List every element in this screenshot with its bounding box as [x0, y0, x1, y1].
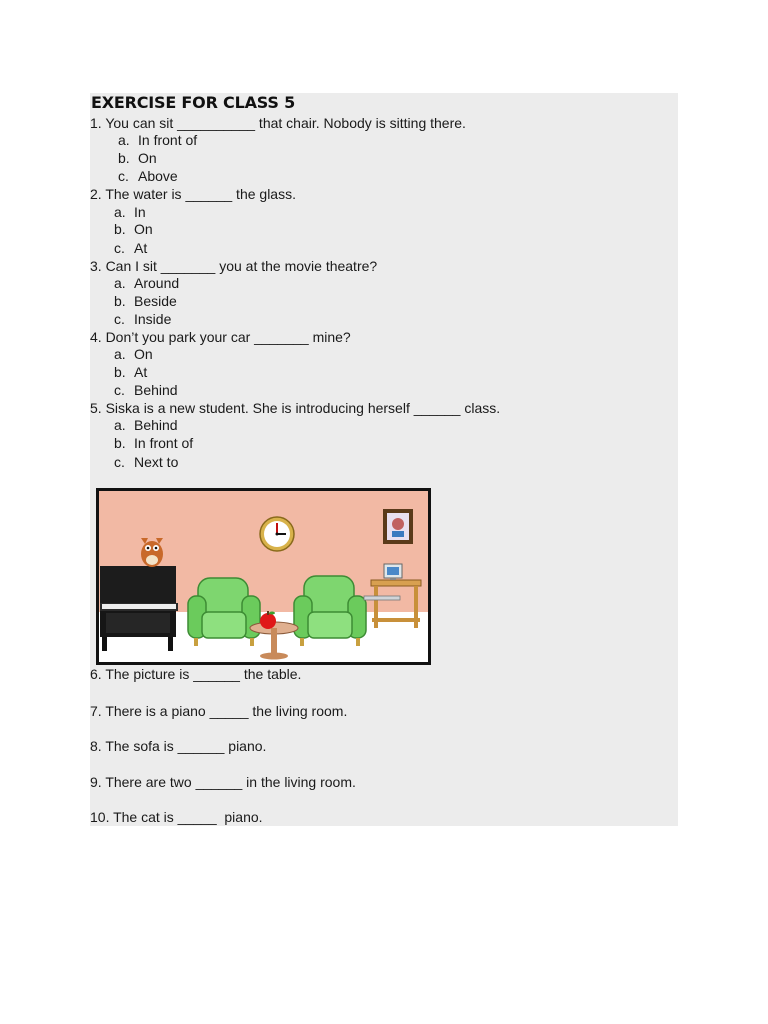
option-4b	[114, 364, 147, 381]
option-letter: c.	[114, 382, 125, 398]
option-letter: b.	[114, 221, 126, 237]
option-letter: c.	[114, 311, 125, 327]
option-letter: c.	[118, 168, 129, 184]
option-letter: b.	[118, 150, 130, 166]
option-text: In front of	[134, 435, 194, 451]
option-text: Inside	[134, 311, 172, 327]
wall-picture-icon	[383, 509, 413, 544]
question-8: 8. The sofa is ______ piano.	[90, 738, 267, 754]
option-3b	[114, 293, 177, 310]
option-text: Behind	[134, 417, 178, 433]
option-letter: a.	[118, 132, 130, 148]
option-2b	[114, 221, 153, 238]
option-text: Around	[134, 275, 180, 291]
question-7: 7. There is a piano _____ the living room.	[90, 703, 348, 719]
option-text: Beside	[134, 293, 177, 309]
option-text: At	[134, 364, 148, 380]
question-3: 3. Can I sit _______ you at the movie theatre?	[90, 258, 378, 274]
option-1a	[118, 132, 197, 149]
option-letter: b.	[114, 293, 126, 309]
question-9: 9. There are two ______ in the living room.	[90, 774, 356, 790]
option-text: Behind	[134, 382, 178, 398]
living-room-picture	[96, 488, 431, 665]
option-5c	[114, 454, 178, 471]
option-letter: a.	[114, 275, 126, 291]
option-2c	[114, 240, 147, 257]
option-text: In	[134, 204, 146, 220]
question-4: 4. Don’t you park your car _______ mine?	[90, 329, 351, 345]
question-5: 5. Siska is a new student. She is introducing herself ______ class.	[90, 400, 501, 416]
option-2a	[114, 204, 146, 221]
option-3c	[114, 311, 171, 328]
option-3a	[114, 275, 179, 292]
option-letter: c.	[114, 240, 125, 256]
option-1c	[118, 168, 178, 185]
cat-icon	[141, 538, 163, 567]
option-letter: b.	[114, 435, 126, 451]
question-10: 10. The cat is _____ piano.	[90, 809, 263, 825]
question-2: 2. The water is ______ the glass.	[90, 186, 296, 202]
question-6: 6. The picture is ______ the table.	[90, 666, 302, 682]
option-text: On	[134, 346, 153, 362]
option-text: Above	[138, 168, 178, 184]
option-5a	[114, 417, 178, 434]
option-letter: a.	[114, 417, 126, 433]
option-letter: b.	[114, 364, 126, 380]
option-letter: a.	[114, 346, 126, 362]
option-4a	[114, 346, 153, 363]
option-text: On	[138, 150, 157, 166]
clock-icon	[260, 517, 294, 551]
option-text: In front of	[138, 132, 198, 148]
option-text: On	[134, 221, 153, 237]
option-letter: c.	[114, 454, 125, 470]
option-1b	[118, 150, 157, 167]
option-letter: a.	[114, 204, 126, 220]
option-4c	[114, 382, 178, 399]
question-1: 1. You can sit __________ that chair. Nobody is sitting there.	[90, 115, 466, 131]
page-title: EXERCISE FOR CLASS 5	[91, 93, 296, 112]
option-text: At	[134, 240, 148, 256]
option-5b	[114, 435, 193, 452]
option-text: Next to	[134, 454, 179, 470]
